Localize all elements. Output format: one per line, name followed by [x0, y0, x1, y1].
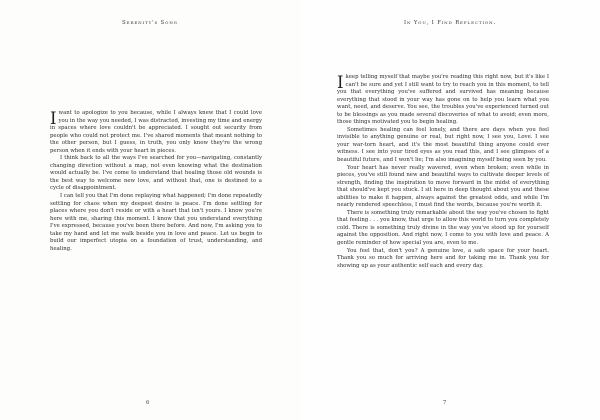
running-head: In You, I Find Reflection. [403, 20, 497, 26]
running-head: Serenity's Song [122, 20, 178, 26]
paragraph: Your heart has never really wavered, even when broken; even while in pieces, you've still found new and beautiful ways to cultivate deeper levels of strength, finding the inspiration to move forward in the midst of everything that should've kept you stuck. I sit here in deep thought about you and these abilities to make it happen, always against the greatest odds, and while I'm nearly rendered speechless, I must find the words, because you're worth it. [337, 164, 549, 209]
paragraph: Sometimes healing can feel lonely, and there are days when you feel invisible to anything genuine or real, but right now, I see you, Love. I see your war-torn heart, and it's the most beautiful thing anyone could ever witness. I see into your tired eyes as you read this, and I see glimpses of a beautiful future, and I won't lie; I'm also imagining myself being seen by you. [337, 126, 549, 164]
page-number: 7 [443, 400, 447, 406]
first-paragraph [337, 74, 549, 127]
paragraph: You feel that, don't you? A genuine love, a safe space for your heart. Thank you so much for arriving here and for taking me in. Thank you for showing up as your authentic self each and every day. [337, 247, 549, 269]
body-text [337, 74, 549, 270]
paragraph-text: keep telling myself that maybe you're reading this right now, but it's like I can't be sure and yet I still want to try to reach you in this moment, to tell you that everything you've suffered and survived has meaning because everything that stood in your way has gone on to help you learn what you want, need, and deserve. You see, the troubles you've experienced turned out to be blessings as you made several discoveries of what to avoid; even more, those things motivated you to begin healing. [337, 74, 549, 126]
paragraph: I can tell you that I'm done replaying what happened; I'm done repeatedly settling for chaos when my deepest desire is peace. I'm done settling for places where you don't reside or with a heart that isn't yours. I know you're here with me, sharing this moment. I know that you understand everything I've expressed, because you've been there before. And now, I'm asking you to take my hand and let me walk beside you in love and peace. Let us begin to build our imperfect utopia on a foundation of trust, understanding, and healing. [50, 193, 262, 252]
paragraph-text: want to apologize to you because, while I always knew that I could love you in the way you needed, I was distracted, investing my time and energy in spaces where love couldn't be appreciated. I sought out security from people who could not protect me. I've shared moments that meant nothing to the other person, but I guess, in truth, you only know they're the wrong person when it ends with your heart in pieces. [50, 110, 262, 154]
first-paragraph [50, 110, 262, 155]
drop-cap: I [50, 108, 57, 128]
body-text [50, 110, 262, 253]
drop-cap: I [337, 72, 344, 92]
right-page [300, 0, 600, 420]
paragraph: There is something truly remarkable about the way you've chosen to fight that feeling . . . you know, that urge to allow this world to turn you completely cold. There is something truly divine in the way you've stood up for yourself against the opposition. And right now, I come to you with love and peace. A gentle reminder of how special you are, even to me. [337, 209, 550, 247]
paragraph: I think back to all the ways I've searched for you—navigating, constantly changing direction without a map, not even knowing what the destination would actually be. I've come to understand that healing those old wounds is the best way to welcome new love, and without that, one is destined to a cycle of disappointment. [50, 155, 262, 192]
page-number: 6 [146, 400, 150, 406]
